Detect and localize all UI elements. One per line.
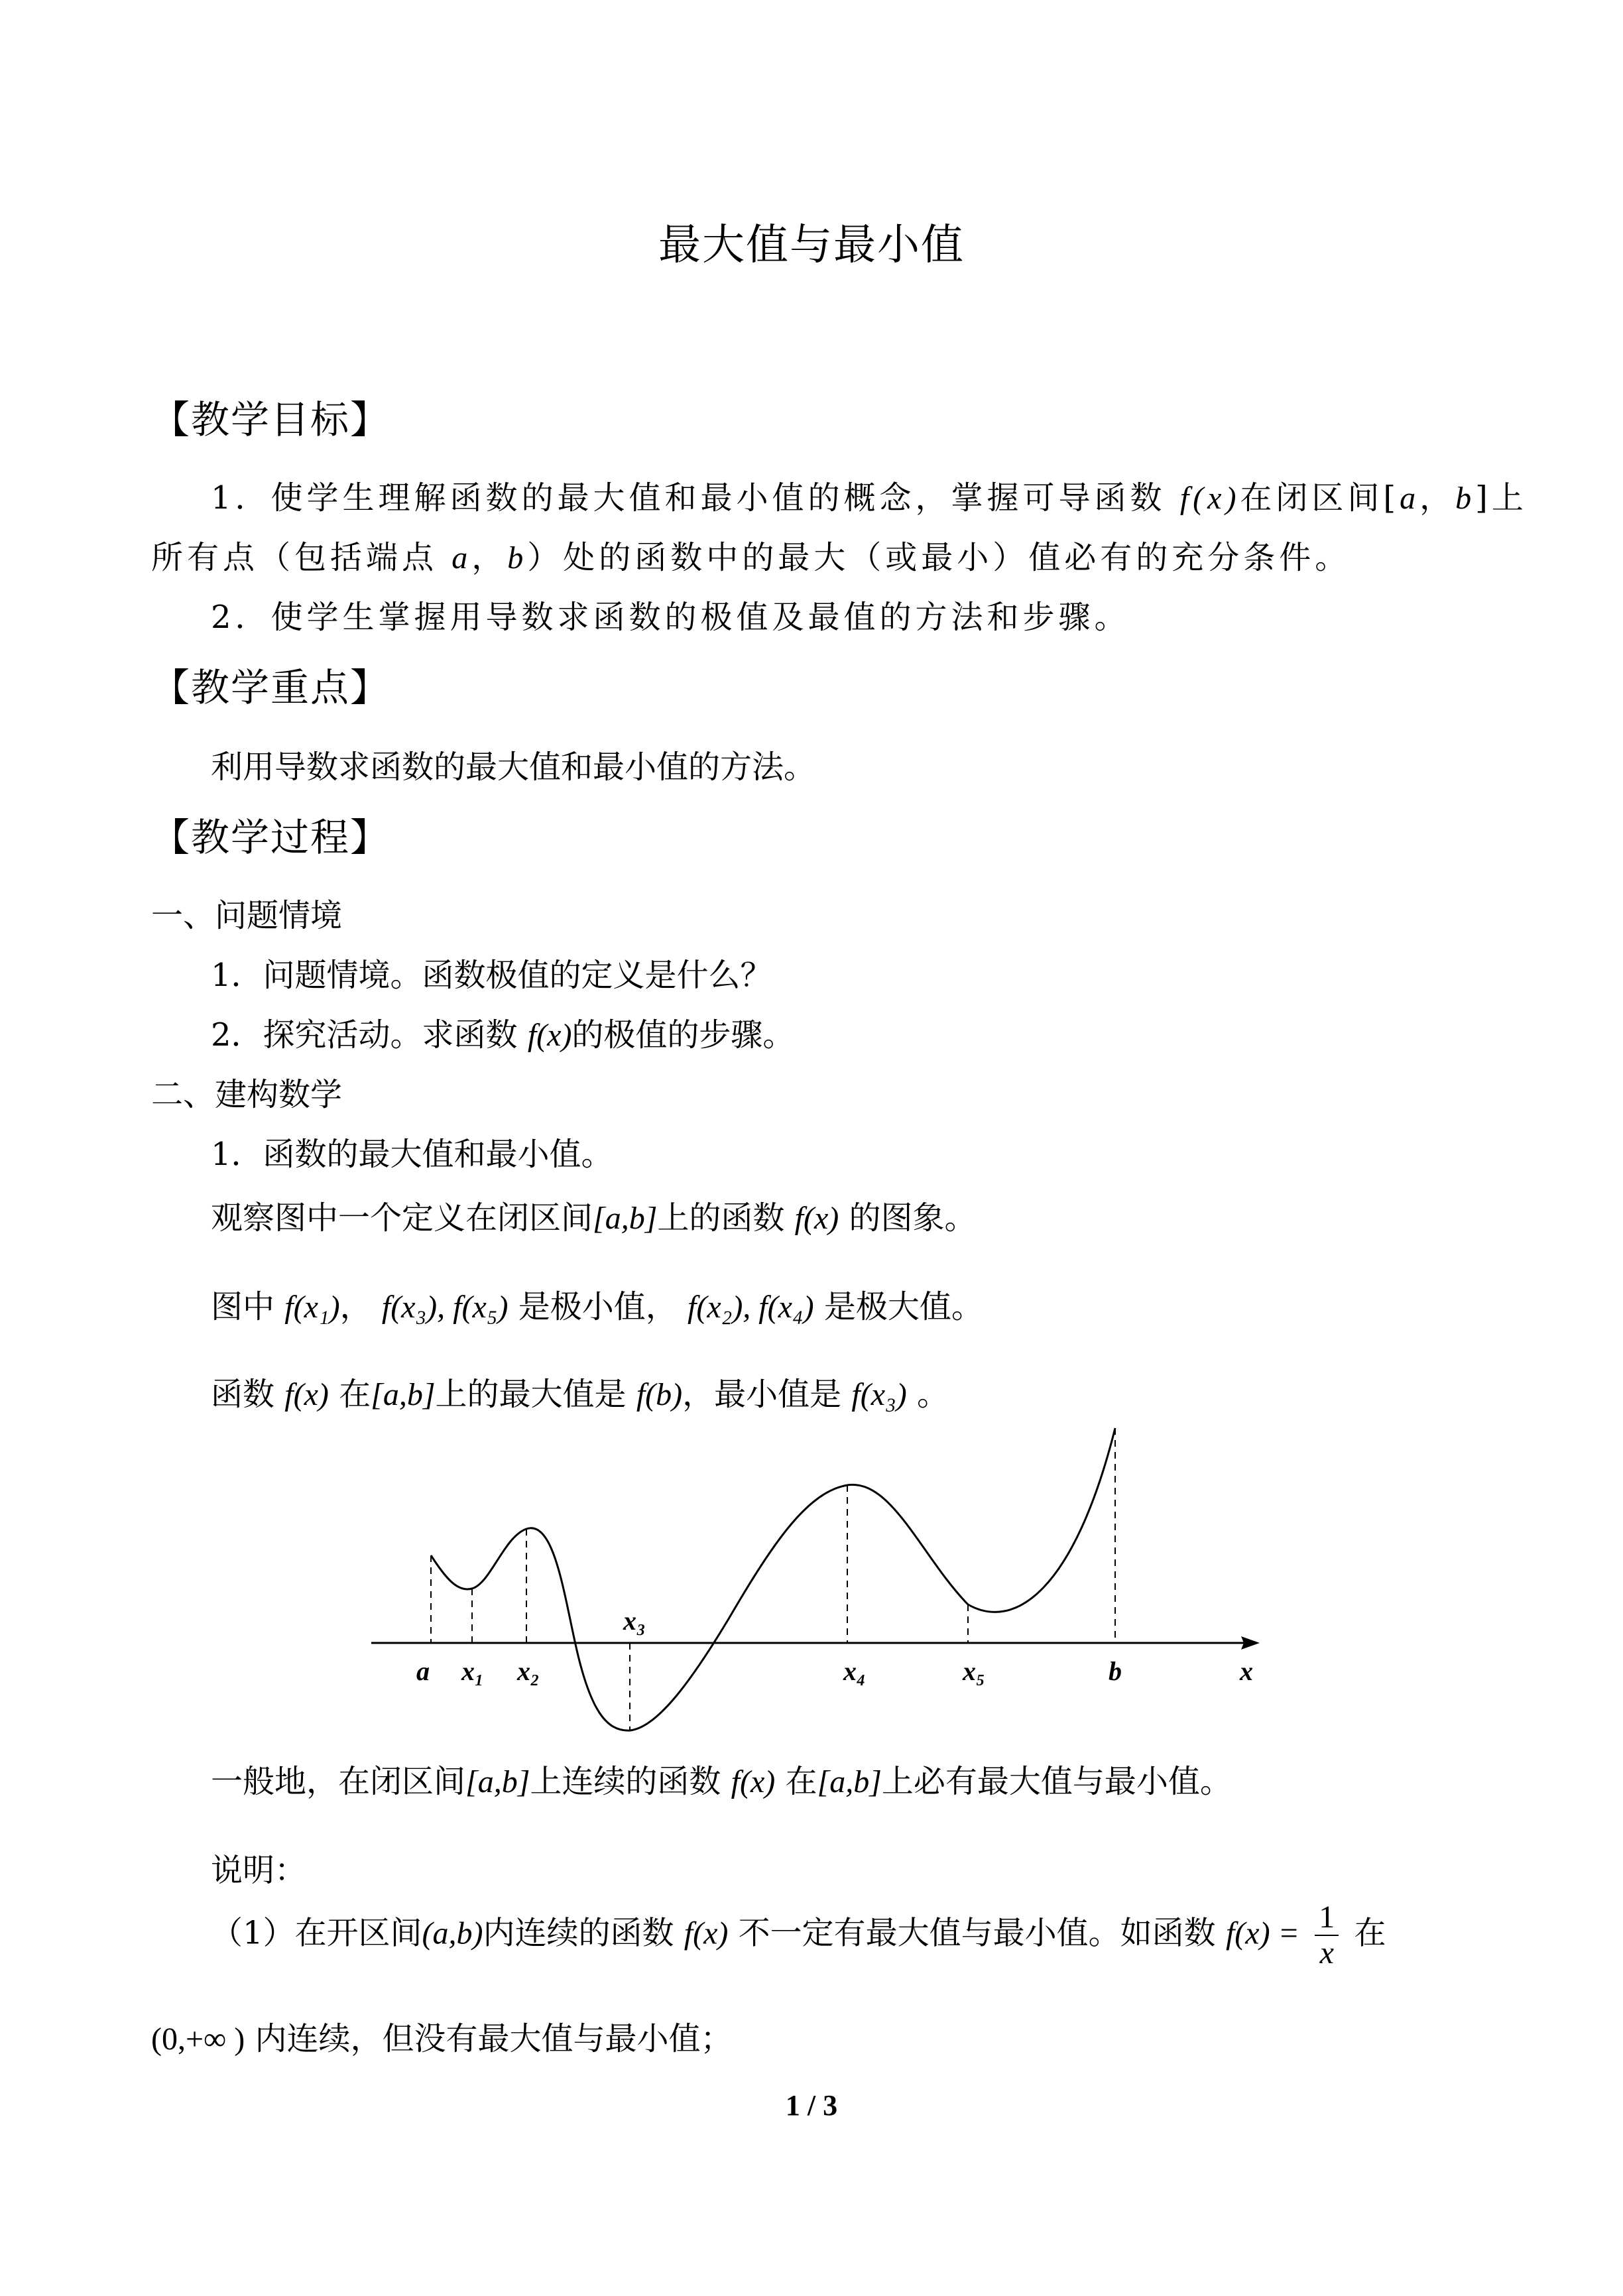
text: 上必有最大值与最小值。 [881, 1763, 1232, 1800]
math-interval: [a,b] [593, 1201, 658, 1236]
math-fx2-fx4: f(x₂), f(x₄) [688, 1290, 814, 1325]
fraction-numerator: 1 [1315, 1900, 1339, 1936]
part-1-item-1: 1．问题情境。函数极值的定义是什么？ [211, 957, 772, 994]
graph-label-x: x [1240, 1656, 1253, 1686]
math-b: b [507, 540, 528, 575]
objective-item-2: 2．使学生掌握用导数求函数的极值及最值的方法和步骤。 [211, 599, 1130, 636]
text: 是极大值。 [823, 1288, 983, 1325]
math-fx: f(x) [527, 1018, 572, 1053]
text: 上的最大值是 [435, 1376, 627, 1413]
text: ， [339, 1288, 372, 1325]
note-1-line-2 [151, 2009, 733, 2069]
section-heading-key-points: 【教学重点】 [151, 665, 391, 710]
text: （1）在开区间 [211, 1914, 422, 1952]
math-fx: f(x) [284, 1377, 329, 1412]
section-heading-process: 【教学过程】 [151, 815, 391, 860]
text: ]上 [1475, 479, 1528, 516]
math-interval: (a,b) [422, 1915, 483, 1951]
text: ， [471, 539, 508, 576]
text: 图中 [211, 1288, 275, 1325]
graph-label-b: b [1109, 1656, 1122, 1686]
part-2-item-1: 1．函数的最大值和最小值。 [211, 1136, 613, 1173]
text: 上的函数 [657, 1199, 785, 1237]
math-fx: f(x) [684, 1915, 729, 1951]
graph-label-x2: x₂ [517, 1656, 540, 1686]
graph-label-a: a [416, 1656, 430, 1686]
text: 的极值的步骤。 [571, 1016, 795, 1054]
text: 的图象。 [849, 1199, 977, 1237]
note-1-line-1 [211, 1900, 1386, 1970]
text: 不一定有最大值与最小值。如函数 [738, 1914, 1216, 1952]
math-a: a [451, 540, 472, 575]
math-fb: f(b) [636, 1377, 683, 1412]
text: 2．探究活动。求函数 [211, 1016, 518, 1054]
text: 在 [339, 1376, 371, 1413]
page-number: 1 / 3 [785, 2089, 838, 2122]
math-fx1: f(x₁) [284, 1290, 340, 1325]
text: 在 [785, 1763, 817, 1800]
text: ）处的函数中的最大（或最小）值必有的充分条件。 [527, 539, 1351, 576]
math-fx: f(x) [731, 1764, 776, 1799]
part-1-title: 一、问题情境 [151, 897, 343, 934]
text: 1．使学生理解函数的最大值和最小值的概念，掌握可导函数 [211, 479, 1166, 516]
fraction-denominator: x [1319, 1935, 1334, 1970]
text: 所有点（包括端点 [151, 539, 438, 576]
math-b: b [1455, 481, 1476, 516]
page-title: 最大值与最小值 [658, 221, 965, 270]
math-fx3-fx5: f(x₃), f(x₅) [381, 1290, 509, 1325]
math-fx: f(x) [1179, 481, 1240, 516]
general-statement [211, 1752, 1232, 1812]
math-interval: [a,b] [465, 1764, 530, 1799]
text: 内连续，但没有最大值与最小值； [255, 2020, 733, 2057]
math-interval: [a,b] [371, 1377, 436, 1412]
text: 上连续的函数 [530, 1763, 721, 1800]
math-a: a [1400, 481, 1420, 516]
section-heading-objectives: 【教学目标】 [151, 397, 391, 442]
graph-label-x3: x₃ [623, 1606, 646, 1636]
part-2-title: 二、建构数学 [151, 1076, 343, 1113]
text: 观察图中一个定义在闭区间 [211, 1199, 593, 1237]
fraction-one-over-x [1315, 1900, 1339, 1970]
math-fx-eq: f(x) = [1225, 1915, 1299, 1951]
text: ，最小值是 [682, 1376, 842, 1413]
math-interval: [a,b] [817, 1764, 882, 1799]
graph-axis [371, 1636, 1260, 1650]
text: 是极小值， [518, 1288, 678, 1325]
key-point-text: 利用导数求函数的最大值和最小值的方法。 [211, 749, 816, 786]
text: 函数 [211, 1376, 275, 1413]
text: 一般地，在闭区间 [211, 1763, 466, 1800]
math-fx3: f(x₃) [851, 1377, 907, 1412]
note-label: 说明： [211, 1852, 307, 1889]
graph-label-x4: x₄ [843, 1656, 866, 1686]
graph-label-x5: x₅ [963, 1656, 985, 1686]
text: 在闭区间[ [1240, 479, 1400, 516]
text: 。 [916, 1376, 949, 1413]
graph-label-x1: x₁ [461, 1656, 484, 1686]
math-fx: f(x) [794, 1201, 839, 1236]
math-interval: (0,+∞ ) [151, 2022, 245, 2057]
text: ， [1419, 479, 1456, 516]
text: 在 [1354, 1914, 1386, 1952]
text: 内连续的函数 [483, 1914, 674, 1952]
